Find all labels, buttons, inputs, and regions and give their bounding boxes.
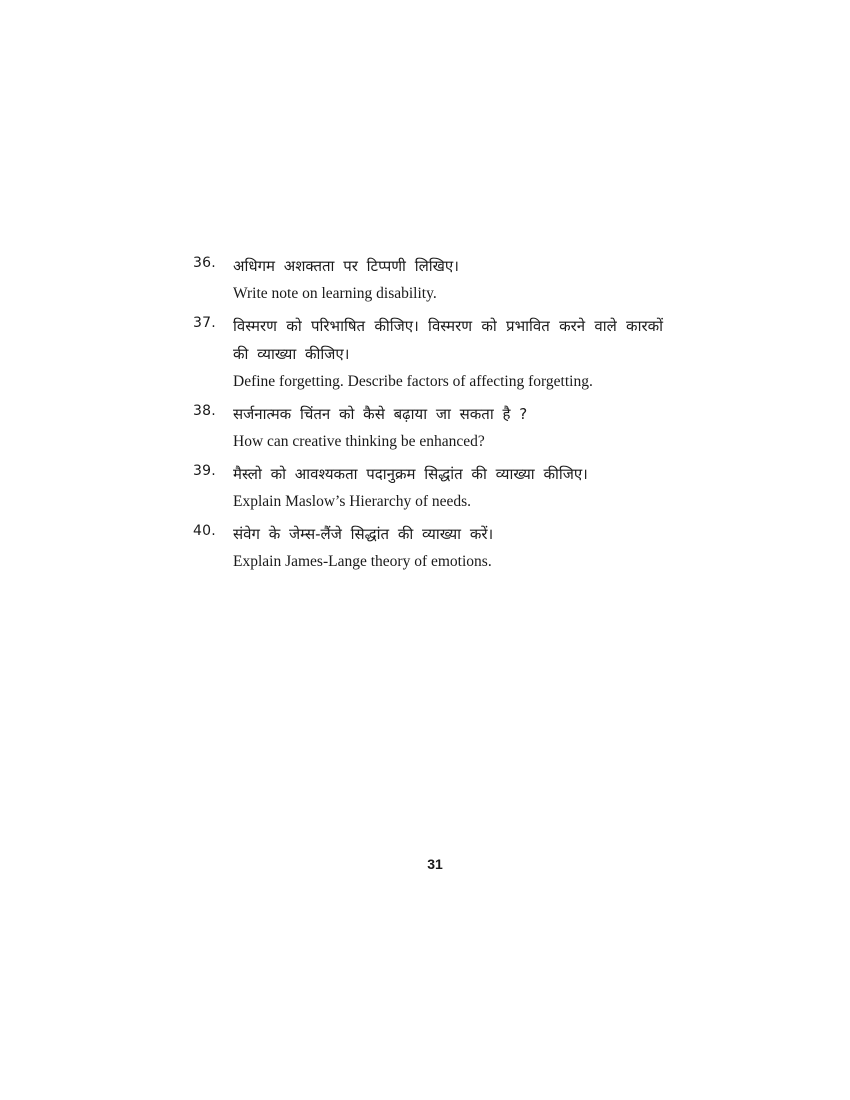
question-body [233, 520, 663, 572]
question-body [233, 252, 663, 304]
question-number: 38. [193, 403, 216, 419]
question-number: 40. [193, 523, 216, 539]
question-text-english: Explain Maslow’s Hierarchy of needs. [233, 493, 472, 510]
question-list [193, 252, 663, 580]
question-item [193, 520, 663, 572]
question-number: 37. [193, 315, 216, 331]
question-text-english: Define forgetting. Describe factors of affecting forgetting. [233, 373, 593, 390]
question-text-english: How can creative thinking be enhanced? [233, 433, 485, 450]
question-item [193, 312, 663, 392]
question-text-english: Explain James-Lange theory of emotions. [233, 553, 492, 570]
page-number: 31 [427, 856, 443, 872]
question-body [233, 400, 663, 452]
question-text-hindi: संवेग के जेम्स-लैंजे सिद्धांत की व्याख्या करें। [233, 525, 494, 543]
question-text-hindi: सर्जनात्मक चिंतन को कैसे बढ़ाया जा सकता है ? [233, 405, 528, 423]
question-text-english: Write note on learning disability. [233, 285, 437, 302]
question-item [193, 460, 663, 512]
question-body [233, 460, 663, 512]
question-number: 36. [193, 255, 216, 271]
question-text-hindi: विस्मरण को परिभाषित कीजिए। विस्मरण को प्रभावित करने वाले कारकों की व्याख्या कीजिए। [233, 317, 663, 363]
question-number: 39. [193, 463, 216, 479]
question-text-hindi: मैस्लो को आवश्यकता पदानुक्रम सिद्धांत की व्याख्या कीजिए। [233, 465, 588, 483]
question-body [233, 312, 663, 392]
question-item [193, 252, 663, 304]
question-item [193, 400, 663, 452]
question-text-hindi: अधिगम अशक्तता पर टिप्पणी लिखिए। [233, 257, 459, 275]
